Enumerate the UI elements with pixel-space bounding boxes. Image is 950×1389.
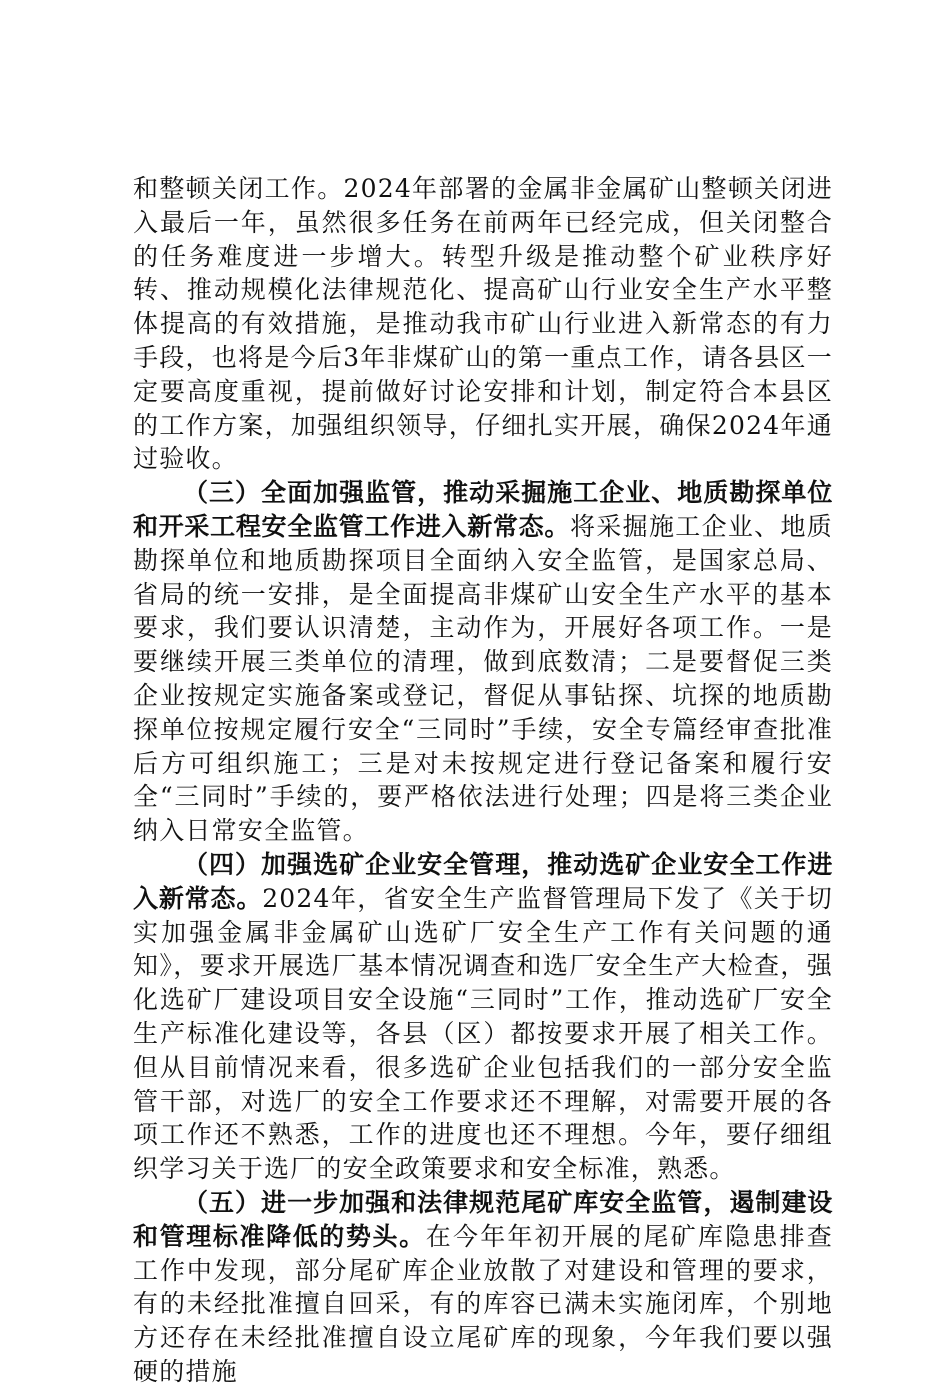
section-heading-4: （四）加强选矿企业安全管理，推动选矿企业安全工作进入新常态。 [133,849,833,913]
body-text [133,172,833,1389]
paragraph-section-3 [133,476,833,848]
paragraph-text: 2024年，省安全生产监督管理局下发了《关于切实加强金属非金属矿山选矿厂安全生产工作有关问题的通知》，要求开展选厂基本情况调查和选厂安全生产大检查，强化选矿厂建设项目安全设施“三同时”工作，推动选矿厂安全生产标准化建设等，各县（区）都按要求开展了相关工作。但从目前情况来看，很多选矿企业包括我们的一部分安全监管干部，对选厂的安全工作要求还不理解，对需要开展的各项工作还不熟悉，工作的进度也还不理想。今年，要仔细组织学习关于选厂的安全政策要求和安全标准，熟悉。 [133,883,833,1184]
paragraph-text: 将采掘施工企业、地质勘探单位和地质勘探项目全面纳入安全监管，是国家总局、省局的统一安排，是全面提高非煤矿山安全生产水平的基本要求，我们要认识清楚，主动作为，开展好各项工作。一是要继续开展三类单位的清理，做到底数清；二是要督促三类企业按规定实施备案或登记，督促从事钻探、坑探的地质勘探单位按规定履行安全“三同时”手续，安全专篇经审查批准后方可组织施工；三是对未按规定进行登记备案和履行安全“三同时”手续的，要严格依法进行处理；四是将三类企业纳入日常安全监管。 [133,511,833,846]
section-heading-3: （三）全面加强监管，推动采掘施工企业、地质勘探单位和开采工程安全监管工作进入新常态。 [133,478,833,541]
paragraph-continuation [133,172,833,476]
paragraph-section-4 [133,848,833,1186]
section-heading-5: （五）进一步加强和法律规范尾矿库安全监管，遏制建设和管理标准降低的势头。 [133,1187,833,1251]
paragraph-text: 和整顿关闭工作。2024年部署的金属非金属矿山整顿关闭进入最后一年，虽然很多任务在前两年已经完成，但关闭整合的任务难度进一步增大。转型升级是推动整个矿业秩序好转、推动规模化法律规范化、提高矿山行业安全生产水平整体提高的有效措施，是推动我市矿山行业进入新常态的有力手段，也将是今后3年非煤矿山的第一重点工作，请各县区一定要高度重视，提前做好讨论安排和计划，制定符合本县区的工作方案，加强组织领导，仔细扎实开展，确保2024年通过验收。 [133,174,833,474]
paragraph-section-5 [133,1186,833,1389]
paragraph-text: 在今年年初开展的尾矿库隐患排查工作中发现，部分尾矿库企业放散了对建设和管理的要求，有的未经批准擅自回采，有的库容已满未实施闭库，个别地方还存在未经批准擅自设立尾矿库的现象，今年我们要以强硬的措施 [133,1221,833,1386]
